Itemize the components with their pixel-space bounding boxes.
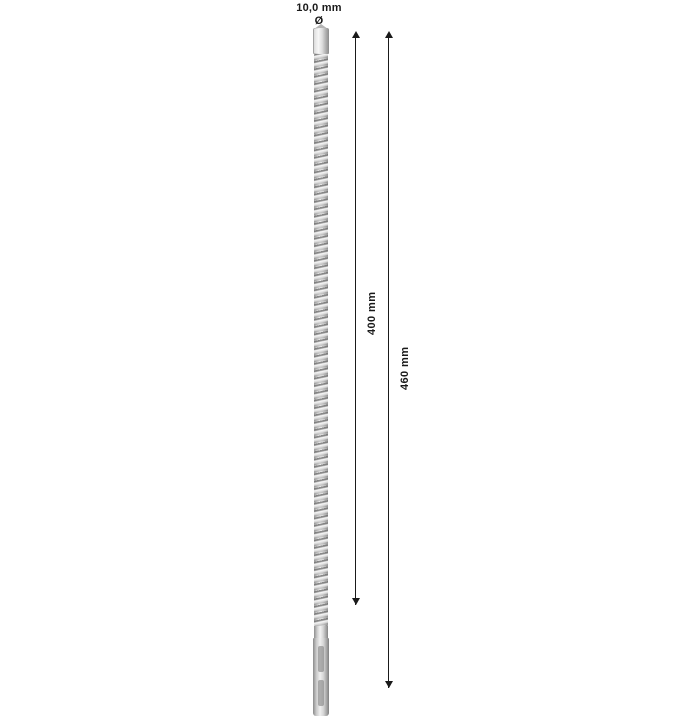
arrow-up-icon — [385, 31, 393, 38]
shank-groove — [318, 680, 324, 706]
working-length-label: 400 mm — [366, 291, 378, 335]
drill-bit-carbide-head — [313, 28, 329, 54]
drill-bit-fluted-shaft — [314, 54, 328, 626]
drill-bit-illustration — [310, 28, 332, 688]
diameter-value: 10,0 mm — [296, 2, 342, 14]
arrow-down-icon — [352, 598, 360, 605]
drill-bit-neck — [314, 626, 328, 638]
drill-bit-sds-shank — [313, 638, 329, 716]
dimension-line-total-length — [388, 33, 389, 688]
arrow-up-icon — [352, 31, 360, 38]
dimension-line-working-length — [355, 33, 356, 605]
total-length-label: 460 mm — [399, 346, 411, 390]
shank-groove — [318, 646, 324, 672]
diameter-symbol-icon: Ø — [314, 15, 324, 27]
arrow-down-icon — [385, 681, 393, 688]
